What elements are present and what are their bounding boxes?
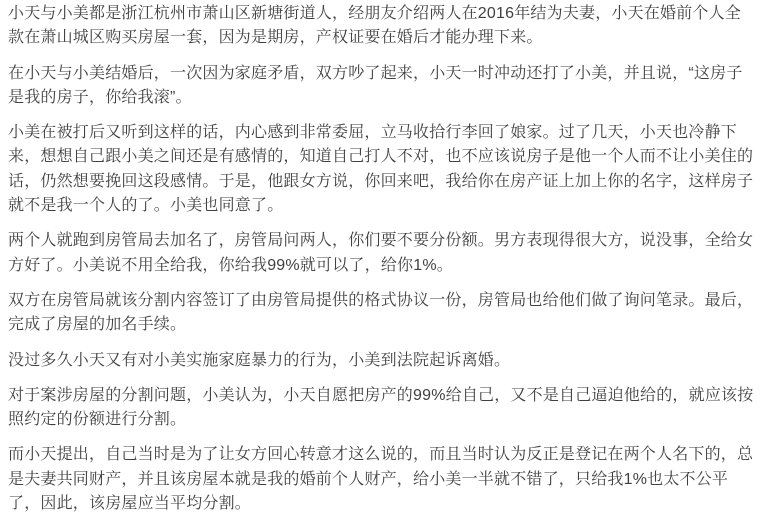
paragraph: 两个人就跑到房管局去加名了，房管局问两人，你们要不要分份额。男方表现得很大方，说没事，全给女方好了。小美说不用全给我，你给我99%就可以了，给你1%。	[8, 232, 754, 274]
paragraph: 对于案涉房屋的分割问题，小美认为，小天自愿把房产的99%给自己，又不是自己逼迫他给的，就应该按照约定的份额进行分割。	[8, 386, 754, 429]
paragraph: 在小天与小美结婚后，一次因为家庭矛盾，双方吵了起来，小天一时冲动还打了小美，并且说，“这房子是我的房子，你给我滚”。	[8, 64, 743, 106]
paragraph: 而小天提出，自己当时是为了让女方回心转意才这么说的，而且当时认为反正是登记在两个人名下的，总是夫妻共同财产，并且该房屋本就是我的婚前个人财产，给小美一半就不错了，只给我1%也太不公平了，因此，该房屋应当平均分割。	[8, 446, 754, 513]
paragraph: 双方在房管局就该分割内容签订了由房管局提供的格式协议一份，房管局也给他们做了询问笔录。最后，完成了房屋的加名手续。	[8, 291, 754, 334]
paragraph: 小天与小美都是浙江杭州市萧山区新塘街道人，经朋友介绍两人在2016年结为夫妻，小天在婚前个人全款在萧山城区购买房屋一套，因为是期房，产权证要在婚后才能办理下来。	[8, 5, 741, 47]
paragraph: 小美在被打后又听到这样的话，内心感到非常委屈，立马收拾行李回了娘家。过了几天，小天也冷静下来，想想自己跟小美之间还是有感情的，知道自己打人不对，也不应该说房子是他一个人而不让小美住的话，仍然想要挽回这段感情。于是，他跟女方说，你回来吧，我给你在房产证上加上你的名字，这样房子就不是我一个人的了。小美也同意了。	[8, 124, 754, 215]
paragraph: 没过多久小天又有对小美实施家庭暴力的行为，小美到法院起诉离婚。	[8, 351, 511, 369]
